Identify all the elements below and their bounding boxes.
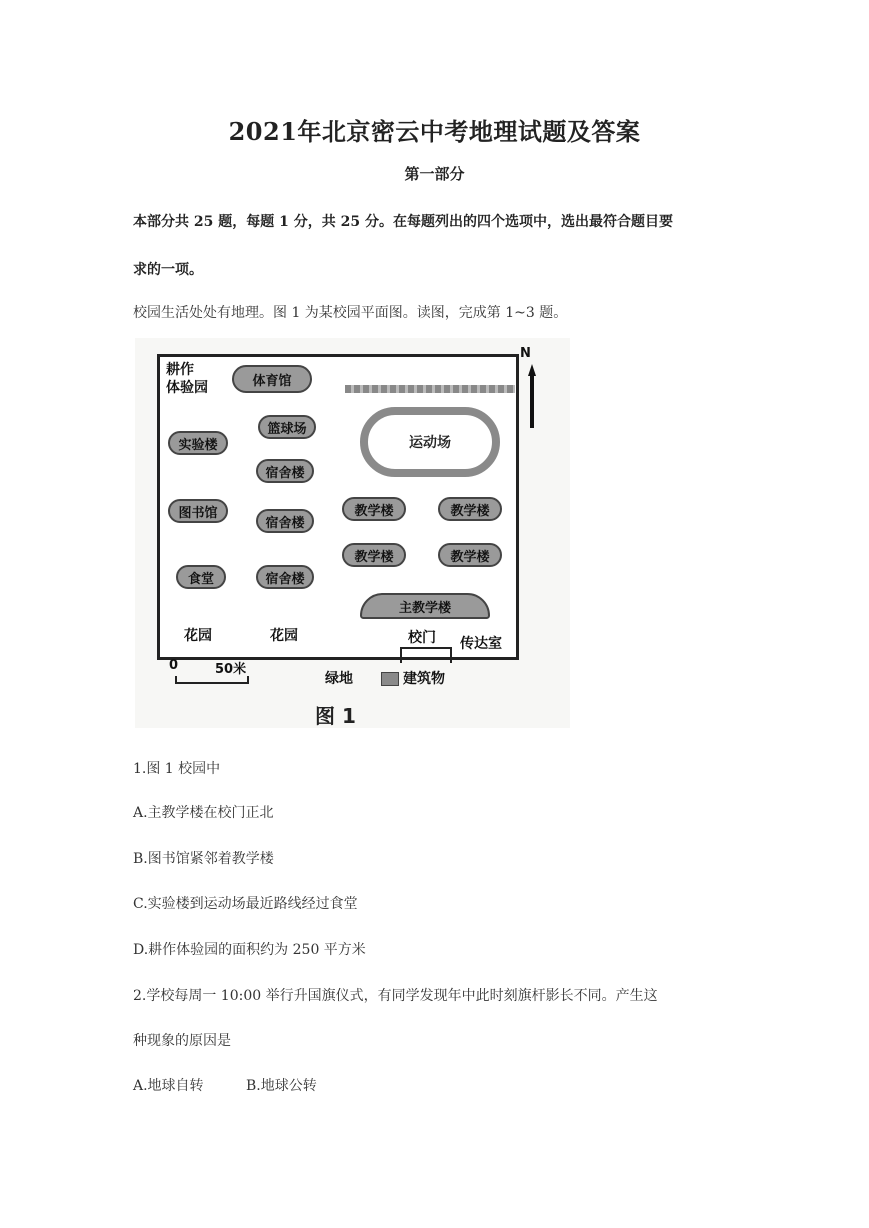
intro-text: 校园生活处处有地理。图 1 为某校园平面图。读图，完成第 1~3 题。 bbox=[133, 305, 568, 321]
garden-1-label: 花园 bbox=[184, 628, 212, 644]
question-2-line-2: 种现象的原因是 bbox=[133, 1033, 231, 1049]
building-basketball: 篮球场 bbox=[258, 415, 316, 439]
building-dorm-2: 宿舍楼 bbox=[256, 509, 314, 533]
question-1: 1.图 1 校园中 bbox=[133, 761, 221, 777]
track-top-stripe bbox=[345, 385, 515, 393]
legend-building bbox=[381, 668, 445, 688]
north-label: N bbox=[520, 346, 531, 361]
question-1-option-b: B.图书馆紧邻着教学楼 bbox=[133, 851, 274, 867]
garden-2-label: 花园 bbox=[270, 628, 298, 644]
building-dorm-1: 宿舍楼 bbox=[256, 459, 314, 483]
page-title: 2021年北京密云中考地理试题及答案 bbox=[228, 117, 641, 146]
building-gym: 体育馆 bbox=[232, 365, 312, 393]
question-1-option-c: C.实验楼到运动场最近路线经过食堂 bbox=[133, 896, 358, 912]
scale-zero: 0 bbox=[169, 658, 179, 673]
question-1-option-d: D.耕作体验园的面积约为 250 平方米 bbox=[133, 942, 366, 958]
farming-garden-label: 耕作 体验园 bbox=[166, 362, 208, 396]
building-teaching-2: 教学楼 bbox=[438, 497, 502, 521]
campus-map-figure bbox=[135, 338, 570, 728]
school-gate bbox=[400, 647, 452, 663]
legend-building-label: 建筑物 bbox=[403, 671, 445, 687]
building-main-teaching: 主教学楼 bbox=[360, 593, 490, 619]
figure-caption: 图 1 bbox=[315, 704, 356, 728]
legend-green-label: 绿地 bbox=[325, 671, 353, 687]
north-arrow-icon bbox=[520, 350, 540, 430]
question-2-option-a: A.地球自转 bbox=[133, 1078, 204, 1094]
building-teaching-3: 教学楼 bbox=[342, 543, 406, 567]
sports-field bbox=[360, 407, 500, 477]
building-dorm-3: 宿舍楼 bbox=[256, 565, 314, 589]
legend-building-swatch bbox=[381, 672, 399, 686]
scale-bar bbox=[175, 676, 249, 684]
building-library: 图书馆 bbox=[168, 499, 228, 523]
building-canteen: 食堂 bbox=[176, 565, 226, 589]
instruction-line-1: 本部分共 25 题，每题 1 分，共 25 分。在每题列出的四个选项中，选出最符合题目要 bbox=[133, 214, 673, 230]
question-2-line-1: 2.学校每周一 10:00 举行升国旗仪式，有同学发现年中此时刻旗杆影长不同。产生这 bbox=[133, 988, 658, 1004]
guard-room-label: 传达室 bbox=[460, 636, 502, 652]
sports-field-label: 运动场 bbox=[409, 435, 451, 451]
instruction-line-2: 求的一项。 bbox=[133, 262, 203, 278]
section-title: 第一部分 bbox=[404, 165, 465, 183]
question-1-option-a: A.主教学楼在校门正北 bbox=[133, 805, 274, 821]
scale-value: 50米 bbox=[215, 662, 247, 677]
building-lab: 实验楼 bbox=[168, 431, 228, 455]
question-2-option-b: B.地球公转 bbox=[246, 1078, 317, 1094]
building-teaching-1: 教学楼 bbox=[342, 497, 406, 521]
map-frame bbox=[157, 354, 519, 660]
building-teaching-4: 教学楼 bbox=[438, 543, 502, 567]
school-gate-label: 校门 bbox=[408, 630, 436, 646]
